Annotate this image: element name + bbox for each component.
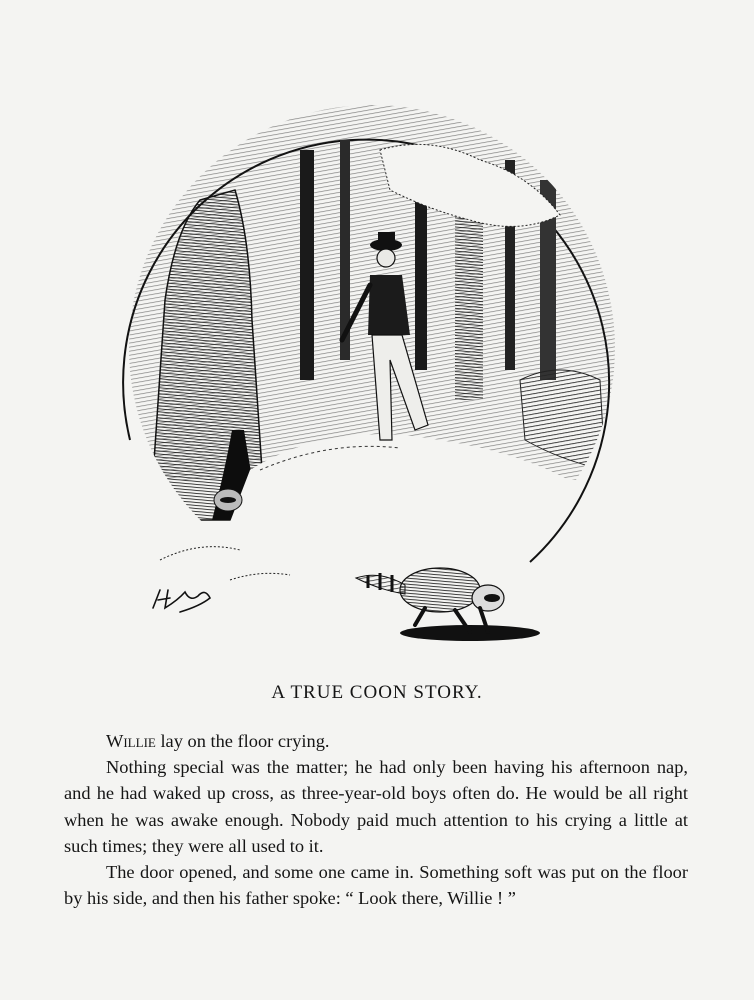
paragraph-1	[64, 728, 688, 754]
story-title: A TRUE COON STORY.	[271, 682, 483, 703]
paragraph-3: The door opened, and some one came in. Something soft was put on the floor by his side, and then his father spoke: “ Look there, Willie ! ”	[64, 862, 688, 909]
artist-signature	[153, 590, 210, 612]
story-body	[64, 728, 688, 911]
drop-name: Willie	[106, 731, 156, 751]
raccoon-figure	[356, 568, 540, 641]
paragraph-2: Nothing special was the matter; he had only been having his afternoon nap, and he had waked up cross, as three-year-old boys often do. He would be all right when he was awake enough. Nobody paid much attention to his crying a little at such times; they were all used to it.	[64, 757, 688, 856]
hollow-raccoon	[214, 489, 242, 511]
paragraph-1-text: lay on the floor crying.	[155, 731, 330, 751]
